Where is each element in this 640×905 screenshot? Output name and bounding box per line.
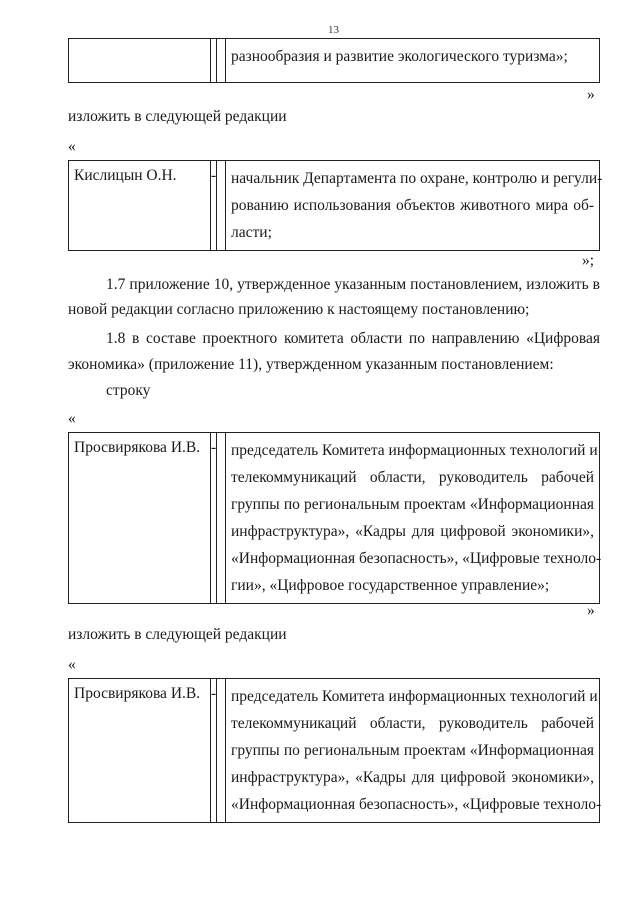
table-entry-prosviryakova-new	[68, 678, 600, 823]
description-line: председатель Комитета информационных технологий и	[231, 442, 598, 459]
name-cell-empty	[69, 39, 211, 83]
person-name: Просвирякова И.В.	[69, 679, 211, 823]
person-name: Кислицын О.Н.	[69, 161, 211, 251]
dash-cell-empty	[217, 39, 226, 83]
paragraph-1-8-line: экономика» (приложение 11), утвержденном указанным постановлением:	[68, 356, 554, 373]
entry-dash: -	[211, 433, 217, 604]
separator-cell	[217, 161, 226, 251]
paragraph-1-7-line: новой редакции согласно приложению к настоящему постановлению;	[68, 301, 530, 318]
description-line: «Информационная безопасность», «Цифровые техноло-	[231, 550, 602, 567]
paragraph-1-8-line: 1.8 в составе проектного комитета области по направлению «Цифровая	[106, 330, 600, 347]
opening-quote: «	[68, 138, 76, 155]
page-number: 13	[328, 24, 339, 36]
description-cell	[226, 679, 600, 823]
description-line: группы по региональным проектам «Информационная	[231, 496, 594, 513]
description-line: группы по региональным проектам «Информационная	[231, 742, 594, 759]
description-line: рованию использования объектов животного мира об-	[231, 197, 594, 214]
closing-quote: »;	[582, 252, 595, 269]
description-cell	[226, 161, 603, 251]
description-line: телекоммуникаций области, руководитель рабочей	[231, 715, 594, 732]
instruction-text: изложить в следующей редакции	[68, 626, 287, 643]
opening-quote: «	[68, 656, 76, 673]
instruction-text: изложить в следующей редакции	[68, 108, 287, 125]
description-line: гии», «Цифровое государственное управление»;	[231, 577, 550, 594]
table-entry-prosviryakova-old	[68, 432, 600, 604]
description-line: «Информационная безопасность», «Цифровые техноло-	[231, 796, 602, 813]
table-continued-entry	[68, 38, 600, 83]
entry-dash: -	[211, 161, 217, 251]
description-line: телекоммуникаций области, руководитель рабочей	[231, 469, 594, 486]
separator-cell	[217, 433, 226, 604]
description-line: председатель Комитета информационных технологий и	[231, 688, 598, 705]
description-line: инфраструктура», «Кадры для цифровой экономики»,	[231, 769, 594, 786]
description-line: начальник Департамента по охране, контролю и регули-	[231, 170, 603, 187]
separator-cell	[217, 679, 226, 823]
stroku-text: строку	[106, 382, 151, 399]
person-name: Просвирякова И.В.	[69, 433, 211, 604]
entry-dash: -	[211, 679, 217, 823]
description-line: разнообразия и развитие экологического туризма»;	[231, 48, 568, 65]
closing-quote: »	[587, 602, 595, 619]
opening-quote: «	[68, 410, 76, 427]
paragraph-1-7-line: 1.7 приложение 10, утвержденное указанным постановлением, изложить в	[106, 276, 600, 293]
description-line: инфраструктура», «Кадры для цифровой экономики»,	[231, 523, 594, 540]
description-cell	[226, 39, 600, 83]
closing-quote: »	[587, 86, 595, 103]
table-entry-kislitsyn	[68, 160, 603, 251]
description-cell	[226, 433, 600, 604]
description-line: ласти;	[231, 224, 272, 241]
